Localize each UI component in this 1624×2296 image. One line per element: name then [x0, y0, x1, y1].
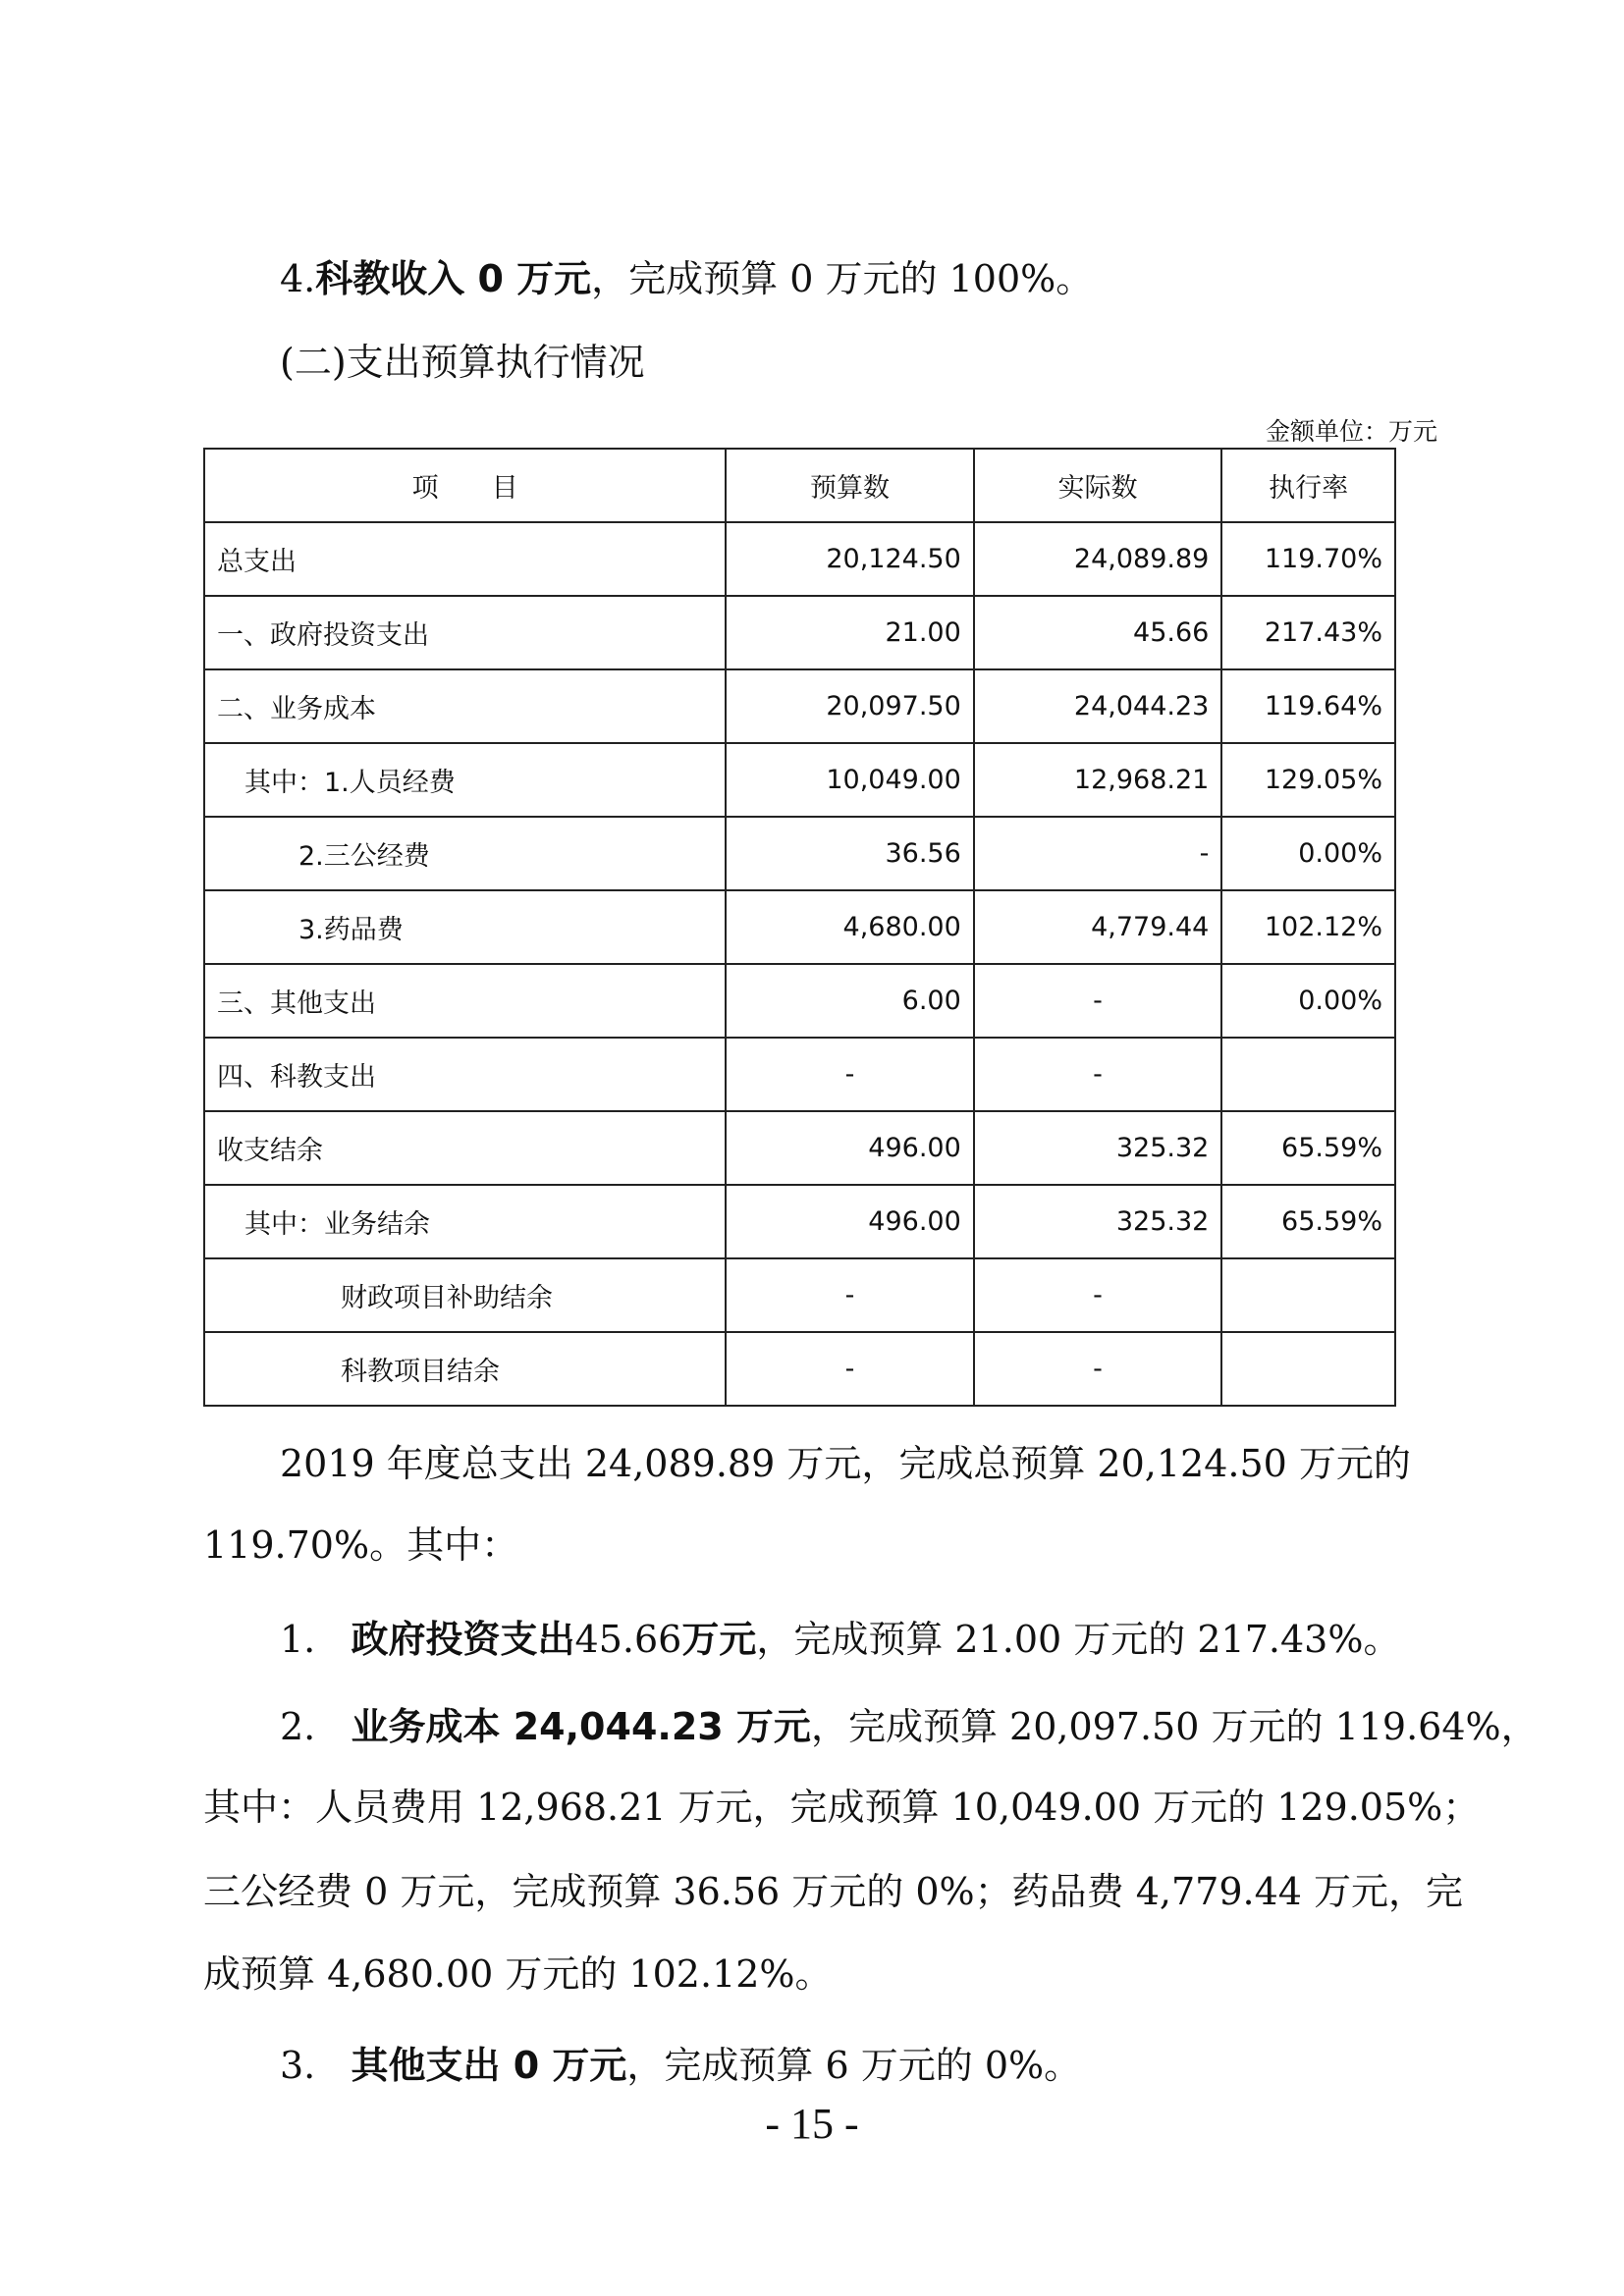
row-rate: 65.59%: [1221, 1111, 1395, 1185]
row-actual: 12,968.21: [974, 743, 1222, 817]
unit-label: 金额单位：万元: [1265, 417, 1437, 446]
row-item: 收支结余: [204, 1111, 726, 1185]
row-rate: 0.00%: [1221, 964, 1395, 1038]
section-heading: (二)支出预算执行情况: [280, 341, 645, 384]
row-budget: 496.00: [726, 1185, 974, 1258]
row-budget: 36.56: [726, 817, 974, 890]
header-budget: 预算数: [726, 449, 974, 522]
row-rate: [1221, 1332, 1395, 1406]
paragraph-science-income: [280, 257, 1094, 300]
row-actual: -: [974, 964, 1222, 1038]
row-rate: 217.43%: [1221, 596, 1395, 669]
row-item: 总支出: [204, 522, 726, 596]
item2-line-3: 三公经费 0 万元，完成预算 36.56 万元的 0%；药品费 4,779.44 万元，完: [203, 1870, 1464, 1913]
item2-line-2: 其中：人员费用 12,968.21 万元，完成预算 10,049.00 万元的 129.05%；: [203, 1786, 1481, 1829]
item1-bold2: 万元: [681, 1618, 757, 1661]
row-budget: 10,049.00: [726, 743, 974, 817]
item1-rest: ，完成预算 21.00 万元的 217.43%。: [756, 1618, 1401, 1661]
row-rate: 102.12%: [1221, 890, 1395, 964]
row-budget: 20,124.50: [726, 522, 974, 596]
row-budget: 496.00: [726, 1111, 974, 1185]
page-number: - 15 -: [765, 2100, 859, 2148]
table-row: [204, 522, 1395, 596]
row-rate: 0.00%: [1221, 817, 1395, 890]
p1-prefix: 4.: [280, 257, 316, 300]
row-item: 其中：业务结余: [204, 1185, 726, 1258]
table-row: [204, 1332, 1395, 1406]
item3-rest: ，完成预算 6 万元的 0%。: [626, 2044, 1082, 2087]
p1-bold: 科教收入 0 万元: [315, 257, 592, 300]
item2-rest: ，完成预算 20,097.50 万元的 119.64%，: [810, 1705, 1539, 1748]
row-item: 二、业务成本: [204, 669, 726, 743]
summary-line-1: 2019 年度总支出 24,089.89 万元，完成总预算 20,124.50 万元的: [280, 1442, 1411, 1485]
table-row: [204, 596, 1395, 669]
table-row: [204, 890, 1395, 964]
item-other-expense: [280, 2044, 1082, 2087]
row-actual: 24,089.89: [974, 522, 1222, 596]
item1-num: 1.: [280, 1618, 316, 1661]
item-business-cost: [280, 1705, 1539, 1748]
row-item: 三、其他支出: [204, 964, 726, 1038]
header-item: 项 目: [204, 449, 726, 522]
table-row: [204, 669, 1395, 743]
row-actual: -: [974, 817, 1222, 890]
row-actual: 24,044.23: [974, 669, 1222, 743]
row-budget: -: [726, 1258, 974, 1332]
row-actual: -: [974, 1258, 1222, 1332]
row-actual: 325.32: [974, 1111, 1222, 1185]
row-budget: 20,097.50: [726, 669, 974, 743]
row-actual: 4,779.44: [974, 890, 1222, 964]
item-government-investment: [280, 1618, 1401, 1661]
item2-line-4: 成预算 4,680.00 万元的 102.12%。: [203, 1952, 833, 1996]
row-rate: 119.64%: [1221, 669, 1395, 743]
p1-rest: ，完成预算 0 万元的 100%。: [591, 257, 1094, 300]
row-item: 3.药品费: [204, 890, 726, 964]
header-rate: 执行率: [1221, 449, 1395, 522]
item3-num: 3.: [280, 2044, 316, 2087]
table-row: [204, 1111, 1395, 1185]
row-budget: 4,680.00: [726, 890, 974, 964]
table-row: [204, 1258, 1395, 1332]
row-rate: 65.59%: [1221, 1185, 1395, 1258]
row-item: 四、科教支出: [204, 1038, 726, 1111]
table-row: [204, 1038, 1395, 1111]
row-actual: -: [974, 1332, 1222, 1406]
row-budget: 6.00: [726, 964, 974, 1038]
row-item: 其中：1.人员经费: [204, 743, 726, 817]
row-rate: 129.05%: [1221, 743, 1395, 817]
table-row: [204, 1185, 1395, 1258]
row-item: 科教项目结余: [204, 1332, 726, 1406]
row-budget: -: [726, 1038, 974, 1111]
summary-line-2: 119.70%。其中：: [203, 1523, 519, 1567]
table-row: [204, 743, 1395, 817]
item2-num: 2.: [280, 1705, 316, 1748]
row-actual: -: [974, 1038, 1222, 1111]
row-actual: 45.66: [974, 596, 1222, 669]
row-item: 一、政府投资支出: [204, 596, 726, 669]
row-budget: -: [726, 1332, 974, 1406]
item3-bold: 其他支出 0 万元: [351, 2044, 627, 2087]
row-budget: 21.00: [726, 596, 974, 669]
item1-value: 45.66: [574, 1618, 682, 1661]
table-header-row: [204, 449, 1395, 522]
expenditure-table: [203, 448, 1396, 1407]
table-row: [204, 817, 1395, 890]
row-rate: [1221, 1038, 1395, 1111]
item1-bold: 政府投资支出: [351, 1618, 575, 1661]
row-item: 财政项目补助结余: [204, 1258, 726, 1332]
row-rate: [1221, 1258, 1395, 1332]
row-actual: 325.32: [974, 1185, 1222, 1258]
header-actual: 实际数: [974, 449, 1222, 522]
row-item: 2.三公经费: [204, 817, 726, 890]
row-rate: 119.70%: [1221, 522, 1395, 596]
item2-bold: 业务成本 24,044.23 万元: [351, 1705, 811, 1748]
table-row: [204, 964, 1395, 1038]
